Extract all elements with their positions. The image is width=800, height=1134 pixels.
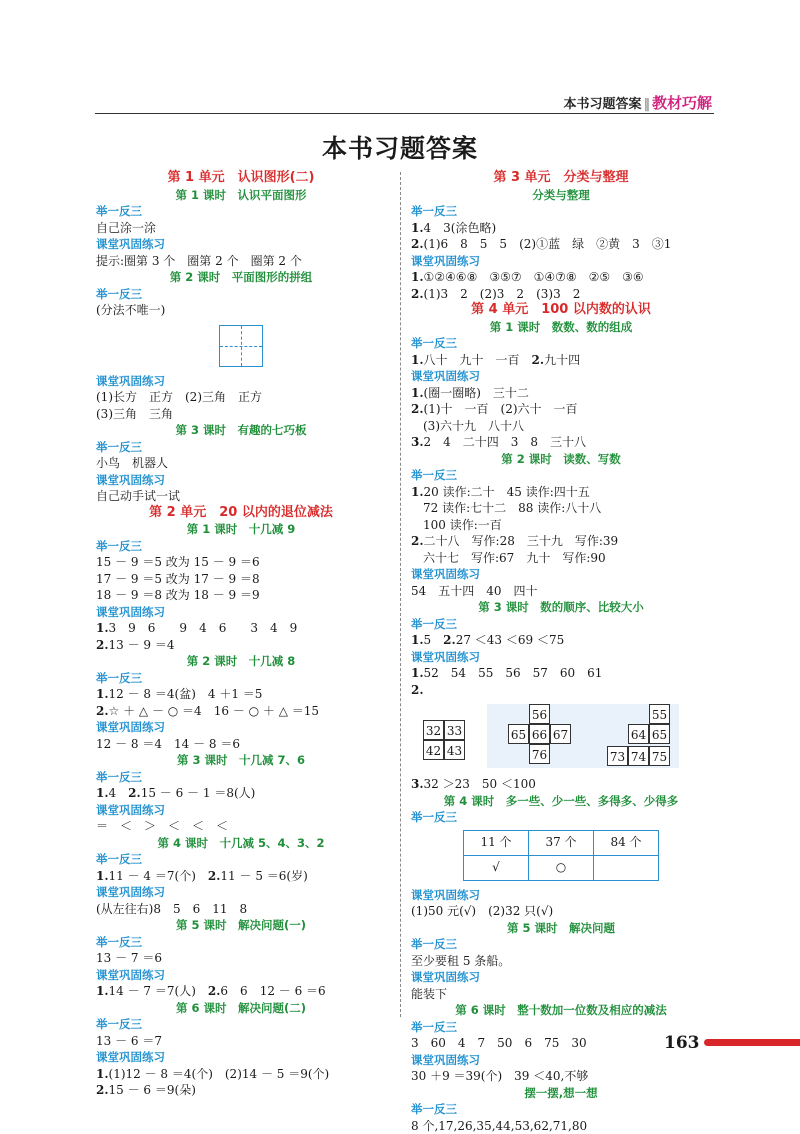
- lesson-heading: 第 1 课时 数数、数的组成: [411, 319, 711, 336]
- answer-line: 小鸟 机器人: [96, 455, 386, 472]
- answer-line: [411, 682, 711, 699]
- comparison-table-cell: 11 个: [464, 830, 529, 855]
- item-number: 1.: [96, 1067, 109, 1081]
- exercise-tag: 举一反三: [96, 851, 386, 868]
- answer-line: 1.20 读作:二十 45 读作:四十五: [411, 484, 711, 501]
- dashed-horizontal-line: [220, 346, 262, 347]
- exercise-tag: 课堂巩固练习: [411, 649, 711, 666]
- lesson-heading: 第 3 课时 有趣的七巧板: [96, 422, 386, 439]
- exercise-tag: 课堂巩固练习: [96, 802, 386, 819]
- answer-line: 2.15 － 6 ＝9(朵): [96, 1082, 386, 1099]
- answer-line: 18 － 9 ＝8 改为 18 － 9 ＝9: [96, 587, 386, 604]
- answer-line: 自己动手试一试: [96, 488, 386, 505]
- item-number: 1.: [411, 270, 424, 284]
- item-number: 1.: [96, 786, 109, 800]
- page-title: 本书习题答案: [0, 129, 800, 165]
- grid-cell: 67: [550, 724, 571, 744]
- grid-cell: 42: [423, 740, 444, 760]
- item-number: 2.: [411, 683, 424, 697]
- item-number: 2.: [96, 704, 109, 718]
- answer-line: 自己涂一涂: [96, 220, 386, 237]
- answer-line: 1.(1)12 － 8 ＝4(个) (2)14 － 5 ＝9(个): [96, 1066, 386, 1083]
- item-number: 1.: [411, 666, 424, 680]
- answer-line: 2.☆ ＋ △ － ○ ＝4 16 － ○ ＋ △ ＝15: [96, 703, 386, 720]
- header-brand: 教材巧解: [652, 94, 712, 112]
- answer-line: 1.4 2.15 － 6 － 1 ＝8(人): [96, 785, 386, 802]
- item-number: 2.: [96, 638, 109, 652]
- item-number: 3.: [411, 777, 424, 791]
- answer-line: (1)50 元(√) (2)32 只(√): [411, 903, 711, 920]
- answer-line: 3 60 4 7 50 6 75 30: [411, 1035, 711, 1052]
- answer-line: 2.13 － 9 ＝4: [96, 637, 386, 654]
- column-divider: [400, 172, 401, 1017]
- exercise-tag: 课堂巩固练习: [411, 566, 711, 583]
- exercise-tag: 举一反三: [96, 670, 386, 687]
- item-number: 2.: [96, 1083, 109, 1097]
- answer-line: 13 － 6 ＝7: [96, 1033, 386, 1050]
- answer-line: 3.2 4 二十四 3 8 三十八: [411, 434, 711, 451]
- answer-line: 54 五十四 40 四十: [411, 583, 711, 600]
- grid-cell: 32: [423, 720, 444, 740]
- item-number: 2.: [411, 534, 424, 548]
- lesson-heading: 分类与整理: [411, 187, 711, 204]
- answer-line: 1.3 9 6 9 4 6 3 4 9: [96, 620, 386, 637]
- unit-heading: 第 1 单元 认识图形(二): [96, 170, 386, 187]
- comparison-table-cell: 37 个: [529, 830, 594, 855]
- exercise-tag: 课堂巩固练习: [96, 604, 386, 621]
- unit-heading: 第 2 单元 20 以内的退位减法: [96, 505, 386, 522]
- header-rule: [95, 113, 714, 114]
- left-column: [96, 170, 386, 1099]
- grid-cell: 75: [649, 746, 670, 766]
- answer-line: (从左往右)8 5 6 11 8: [96, 901, 386, 918]
- answer-line: 1.5 2.27 ＜43 ＜69 ＜75: [411, 632, 711, 649]
- answer-line: 1.4 3(涂色略): [411, 220, 711, 237]
- exercise-tag: 举一反三: [411, 1019, 711, 1036]
- lesson-heading: 第 6 课时 解决问题(二): [96, 1000, 386, 1017]
- answer-line: 1.12 － 8 ＝4(盆) 4 ＋1 ＝5: [96, 686, 386, 703]
- exercise-tag: 举一反三: [96, 1016, 386, 1033]
- exercise-tag: 课堂巩固练习: [411, 1052, 711, 1069]
- answer-line: 3.32 ＞23 50 ＜100: [411, 776, 711, 793]
- running-header: [563, 92, 712, 113]
- comparison-table-header-row: [464, 830, 659, 855]
- exercise-tag: 课堂巩固练习: [411, 368, 711, 385]
- item-number: 2.: [128, 786, 141, 800]
- answer-line: 六十七 写作:67 九十 写作:90: [411, 550, 711, 567]
- answer-line: 2.二十八 写作:28 三十九 写作:39: [411, 533, 711, 550]
- lesson-heading: 第 4 课时 多一些、少一些、多得多、少得多: [411, 793, 711, 810]
- answer-line: (3)六十九 八十八: [411, 418, 711, 435]
- exercise-tag: 举一反三: [411, 809, 711, 826]
- item-number: 1.: [96, 869, 109, 883]
- item-number: 1.: [411, 386, 424, 400]
- exercise-tag: 课堂巩固练习: [96, 472, 386, 489]
- grid-cell: 56: [529, 704, 550, 724]
- item-number: 1.: [96, 621, 109, 635]
- grid-cell: 33: [444, 720, 465, 740]
- item-number: 1.: [411, 485, 424, 499]
- item-number: 2.: [411, 287, 424, 301]
- exercise-tag: 课堂巩固练习: [96, 884, 386, 901]
- answer-line: 2.(1)十 一百 (2)六十 一百: [411, 401, 711, 418]
- lesson-heading: 第 2 课时 平面图形的拼组: [96, 269, 386, 286]
- lesson-heading: 第 5 课时 解决问题: [411, 920, 711, 937]
- lesson-heading: 第 3 课时 十几减 7、6: [96, 752, 386, 769]
- exercise-tag: 课堂巩固练习: [411, 253, 711, 270]
- answer-line: 100 读作:一百: [411, 517, 711, 534]
- page-number: 163: [664, 1033, 700, 1053]
- comparison-table-answer-row: [464, 855, 659, 880]
- exercise-tag: 课堂巩固练习: [96, 967, 386, 984]
- item-number: 2.: [208, 869, 221, 883]
- item-number: 1.: [411, 353, 424, 367]
- answer-line: 1.八十 九十 一百 2.九十四: [411, 352, 711, 369]
- exercise-tag: 举一反三: [96, 934, 386, 951]
- exercise-tag: 举一反三: [96, 439, 386, 456]
- exercise-tag: 课堂巩固练习: [96, 373, 386, 390]
- exercise-tag: 举一反三: [96, 769, 386, 786]
- answer-line: 2.(1)6 8 5 5 (2)①蓝 绿 ②黄 3 ③1: [411, 236, 711, 253]
- answer-line: 30 ＋9 ＝39(个) 39 ＜40,不够: [411, 1068, 711, 1085]
- page-number-bar: [704, 1039, 800, 1046]
- comparison-table-cell: √: [464, 855, 529, 880]
- exercise-tag: 举一反三: [96, 203, 386, 220]
- right-column: [411, 170, 711, 1134]
- answer-line: 72 读作:七十二 88 读作:八十八: [411, 500, 711, 517]
- lesson-heading: 第 3 课时 数的顺序、比较大小: [411, 599, 711, 616]
- answer-line: 1.14 － 7 ＝7(人) 2.6 6 12 － 6 ＝6: [96, 983, 386, 1000]
- answer-line: 1.①②④⑥⑧ ③⑤⑦ ①④⑦⑧ ②⑤ ③⑥: [411, 269, 711, 286]
- lesson-heading: 第 1 课时 认识平面图形: [96, 187, 386, 204]
- comparison-table-cell: [594, 855, 659, 880]
- header-book-answers: 本书习题答案: [563, 97, 641, 112]
- answer-line: (分法不唯一): [96, 302, 386, 319]
- answer-line: 2.(1)3 2 (2)3 2 (3)3 2: [411, 286, 711, 303]
- answer-line: (1)长方 正方 (2)三角 正方: [96, 389, 386, 406]
- exercise-tag: 举一反三: [411, 1101, 711, 1118]
- lesson-heading: 第 5 课时 解决问题(一): [96, 917, 386, 934]
- answer-line: 12 － 8 ＝4 14 － 8 ＝6: [96, 736, 386, 753]
- answer-line: 1.52 54 55 56 57 60 61: [411, 665, 711, 682]
- exercise-tag: 课堂巩固练习: [411, 969, 711, 986]
- item-number: 2.: [443, 633, 456, 647]
- item-number: 2.: [532, 353, 545, 367]
- lesson-heading: 第 2 课时 十几减 8: [96, 653, 386, 670]
- lesson-heading: 第 2 课时 读数、写数: [411, 451, 711, 468]
- item-number: 2.: [411, 237, 424, 251]
- grid-cell: 55: [649, 704, 670, 724]
- answer-line: 能装下: [411, 986, 711, 1003]
- item-number: 1.: [411, 633, 424, 647]
- unit-heading: 第 4 单元 100 以内数的认识: [411, 302, 711, 319]
- item-number: 2.: [208, 984, 221, 998]
- number-grid-figures: [411, 700, 711, 772]
- item-number: 1.: [96, 687, 109, 701]
- grid-cell: 64: [628, 724, 649, 744]
- item-number: 1.: [96, 984, 109, 998]
- answer-line: 15 － 9 ＝5 改为 15 － 9 ＝6: [96, 554, 386, 571]
- grid-cell: 76: [529, 744, 550, 764]
- divided-square-figure: [219, 325, 263, 367]
- exercise-tag: 课堂巩固练习: [96, 1049, 386, 1066]
- answer-line: 至少要租 5 条船。: [411, 953, 711, 970]
- lesson-heading: 第 4 课时 十几减 5、4、3、2: [96, 835, 386, 852]
- exercise-tag: 举一反三: [411, 936, 711, 953]
- lesson-heading: 摆一摆,想一想: [411, 1085, 711, 1102]
- exercise-tag: 举一反三: [411, 203, 711, 220]
- item-number: 1.: [411, 221, 424, 235]
- exercise-tag: 举一反三: [96, 286, 386, 303]
- answer-line: 13 － 7 ＝6: [96, 950, 386, 967]
- grid-cell: 65: [649, 724, 670, 744]
- item-number: 3.: [411, 435, 424, 449]
- exercise-tag: 课堂巩固练习: [411, 887, 711, 904]
- grid-cell: 66: [529, 724, 550, 744]
- answer-line: (3)三角 三角: [96, 406, 386, 423]
- answer-line: 8 个,17,26,35,44,53,62,71,80: [411, 1118, 711, 1134]
- lesson-heading: 第 6 课时 整十数加一位数及相应的减法: [411, 1002, 711, 1019]
- lesson-heading: 第 1 课时 十几减 9: [96, 521, 386, 538]
- grid-cell: 74: [628, 746, 649, 766]
- answer-line: ＝ ＜ ＞ ＜ ＜ ＜: [96, 818, 386, 835]
- grid-cell: 43: [444, 740, 465, 760]
- exercise-tag: 举一反三: [411, 467, 711, 484]
- item-number: 2.: [411, 402, 424, 416]
- grid-cell: 65: [508, 724, 529, 744]
- unit-heading: 第 3 单元 分类与整理: [411, 170, 711, 187]
- grid-cell: 73: [607, 746, 628, 766]
- comparison-table: [463, 830, 659, 881]
- exercise-tag: 举一反三: [96, 538, 386, 555]
- answer-line: 17 － 9 ＝5 改为 17 － 9 ＝8: [96, 571, 386, 588]
- header-separator: ‖: [643, 97, 650, 112]
- answer-line: 提示:圈第 3 个 圈第 2 个 圈第 2 个: [96, 253, 386, 270]
- answer-line: 1.11 － 4 ＝7(个) 2.11 － 5 ＝6(岁): [96, 868, 386, 885]
- exercise-tag: 课堂巩固练习: [96, 236, 386, 253]
- comparison-table-cell: ○: [529, 855, 594, 880]
- exercise-tag: 课堂巩固练习: [96, 719, 386, 736]
- exercise-tag: 举一反三: [411, 335, 711, 352]
- comparison-table-cell: 84 个: [594, 830, 659, 855]
- exercise-tag: 举一反三: [411, 616, 711, 633]
- answer-line: 1.(圈一圈略) 三十二: [411, 385, 711, 402]
